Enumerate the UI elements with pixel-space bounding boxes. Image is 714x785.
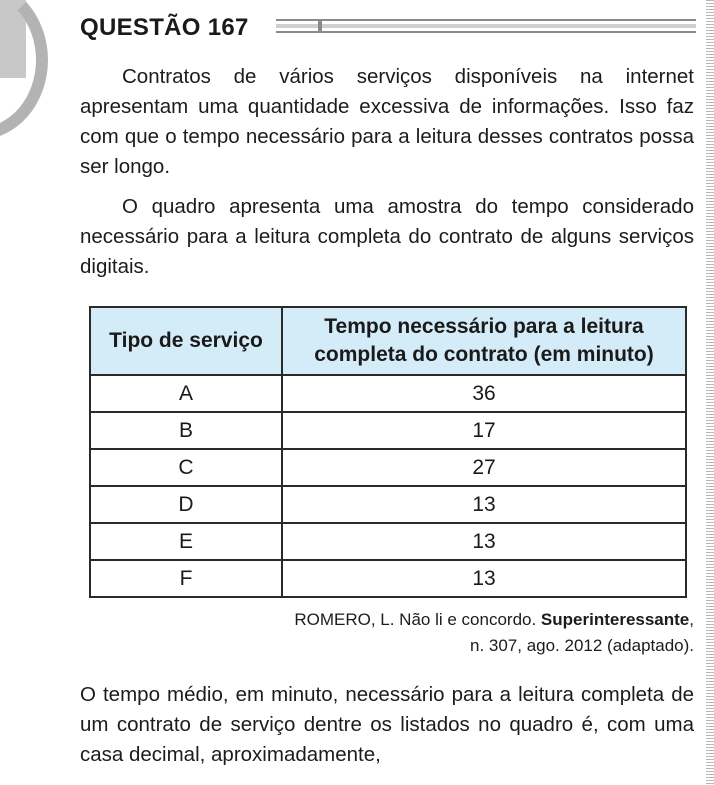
time-cell: 27 [282, 449, 686, 486]
citation-line-2: n. 307, ago. 2012 (adaptado). [469, 636, 694, 655]
citation-line-1 [180, 607, 694, 633]
question-title: QUESTÃO 167 [80, 14, 249, 41]
citation-comma: , [689, 610, 694, 629]
page-edge-pattern [706, 0, 714, 785]
page-tab-arc [0, 0, 48, 140]
table-row [90, 375, 686, 412]
question-prompt: O tempo médio, em minuto, necessário para a leitura completa de um contrato de serviço dentre os listados no quadro é, com uma casa decimal, aproximadamente, [80, 683, 694, 766]
time-cell: 13 [282, 523, 686, 560]
service-cell: C [90, 449, 282, 486]
data-table-container [89, 306, 687, 598]
citation-source: Superinteressante [540, 610, 690, 629]
table-intro-paragraph: O quadro apresenta uma amostra do tempo considerado necessário para a leitura completa do contrato de alguns serviços digitais. [80, 195, 694, 278]
table-row [90, 412, 686, 449]
header-reading-time: Tempo necessário para a leitura completa do contrato (em minuto) [282, 307, 686, 375]
table-row [90, 486, 686, 523]
time-cell: 13 [282, 560, 686, 597]
question-header [80, 10, 700, 44]
service-cell: F [90, 560, 282, 597]
citation-author: ROMERO, L. Não li e concordo. [294, 610, 541, 629]
time-cell: 36 [282, 375, 686, 412]
time-cell: 13 [282, 486, 686, 523]
service-cell: D [90, 486, 282, 523]
service-cell: B [90, 412, 282, 449]
header-rule [276, 19, 696, 33]
table-header-row [90, 307, 686, 375]
service-cell: A [90, 375, 282, 412]
table-row [90, 449, 686, 486]
intro-paragraph: Contratos de vários serviços disponíveis na internet apresentam uma quantidade excessiva de informações. Isso faz com que o tempo necessário para a leitura desses contratos possa ser longo. [80, 65, 694, 178]
table-row [90, 523, 686, 560]
table-row [90, 560, 686, 597]
service-time-table [89, 306, 687, 598]
time-cell: 17 [282, 412, 686, 449]
header-service-type: Tipo de serviço [90, 307, 282, 375]
header-rule-notch [318, 19, 322, 33]
service-cell: E [90, 523, 282, 560]
page-tab-decoration [0, 0, 52, 148]
